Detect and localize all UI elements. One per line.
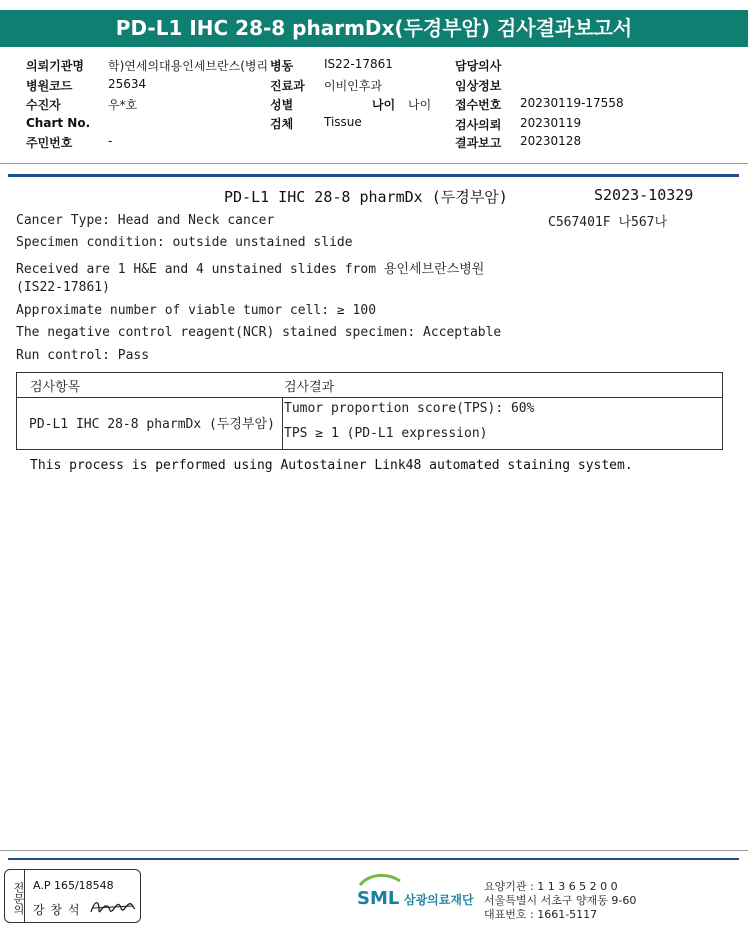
divider <box>0 163 748 164</box>
info-label: Chart No. <box>26 116 91 130</box>
info-value-resident-no: - <box>108 134 113 148</box>
info-value-report-date: 20230128 <box>520 134 582 148</box>
info-value-specimen: Tissue <box>324 115 362 129</box>
table-header-result: 검사결과 <box>284 380 335 395</box>
info-label: 병동 <box>270 59 294 73</box>
info-value-request-date: 20230119 <box>520 116 582 130</box>
info-label: 임상정보 <box>455 79 502 93</box>
result-table <box>16 372 723 450</box>
divider-blue <box>8 858 739 860</box>
info-value-age: 나이 <box>408 98 432 112</box>
info-label: 병원코드 <box>26 79 73 93</box>
org-address: 서울특별시 서초구 양재동 9-60 <box>484 894 637 907</box>
info-label: 검사의뢰 <box>455 118 502 132</box>
info-label: 주민번호 <box>26 136 73 150</box>
info-label: 성별 <box>270 98 294 112</box>
info-label-age: 나이 <box>372 98 396 112</box>
org-name: 삼광의료재단 <box>404 893 474 907</box>
signature-image <box>89 896 137 918</box>
table-header-item: 검사항목 <box>30 380 81 395</box>
info-label: 담당의사 <box>455 59 502 73</box>
info-label: 의뢰기관명 <box>26 59 84 73</box>
info-value-department: 이비인후과 <box>324 79 382 93</box>
info-label: 검체 <box>270 117 294 131</box>
report-line: Cancer Type: Head and Neck cancer <box>16 213 275 228</box>
signature-side-label: 전문의 <box>5 870 25 922</box>
table-cell-item: PD-L1 IHC 28-8 pharmDx (두경부암) <box>29 417 275 432</box>
pathologist-name: 강 창 석 <box>33 903 81 917</box>
info-value-ward: IS22-17861 <box>324 57 393 71</box>
info-label: 진료과 <box>270 79 305 93</box>
table-cell-result-tps: Tumor proportion score(TPS): 60% <box>284 401 535 416</box>
table-divider <box>282 397 283 449</box>
report-line: Specimen condition: outside unstained slide <box>16 235 353 250</box>
signature-box <box>4 869 141 923</box>
info-row-institution <box>26 57 84 74</box>
report-subtitle: PD-L1 IHC 28-8 pharmDx (두경부암) <box>224 188 508 206</box>
info-label: 접수번호 <box>455 98 502 112</box>
report-id: S2023-10329 <box>594 186 694 204</box>
logo-arc-icon <box>358 873 402 887</box>
info-value-hospital-code: 25634 <box>108 77 147 91</box>
process-note: This process is performed using Autostainer Link48 automated staining system. <box>30 458 633 473</box>
block-id: C567401F 나567나 <box>548 215 668 230</box>
info-value-institution: 학)연세의대용인세브란스(병리 <box>108 59 269 73</box>
report-line: Approximate number of viable tumor cell: ≥ 100 <box>16 303 377 318</box>
pathologist-license: A.P 165/18548 <box>33 879 114 892</box>
logo-text: SML <box>357 888 400 909</box>
info-label: 수진자 <box>26 98 61 112</box>
org-phone: 대표번호 : 1661-5117 <box>484 908 598 921</box>
info-value-accession-no: 20230119-17558 <box>520 96 624 110</box>
org-code: 요양기관 : 1 1 3 6 5 2 0 0 <box>484 880 618 893</box>
report-line: The negative control reagent(NCR) stained specimen: Acceptable <box>16 325 502 340</box>
report-line: (IS22-17861) <box>16 280 110 295</box>
divider-blue <box>8 174 739 177</box>
info-label: 결과보고 <box>455 136 502 150</box>
report-title: PD-L1 IHC 28-8 pharmDx(두경부암) 검사결과보고서 <box>0 10 748 47</box>
report-line: Received are 1 H&E and 4 unstained slides from 용인세브란스병원 <box>16 262 485 277</box>
divider <box>0 850 748 851</box>
table-cell-result-expression: TPS ≥ 1 (PD-L1 expression) <box>284 426 488 441</box>
info-value-patient: 우*호 <box>108 98 138 112</box>
table-divider <box>17 397 722 398</box>
report-line: Run control: Pass <box>16 348 150 363</box>
